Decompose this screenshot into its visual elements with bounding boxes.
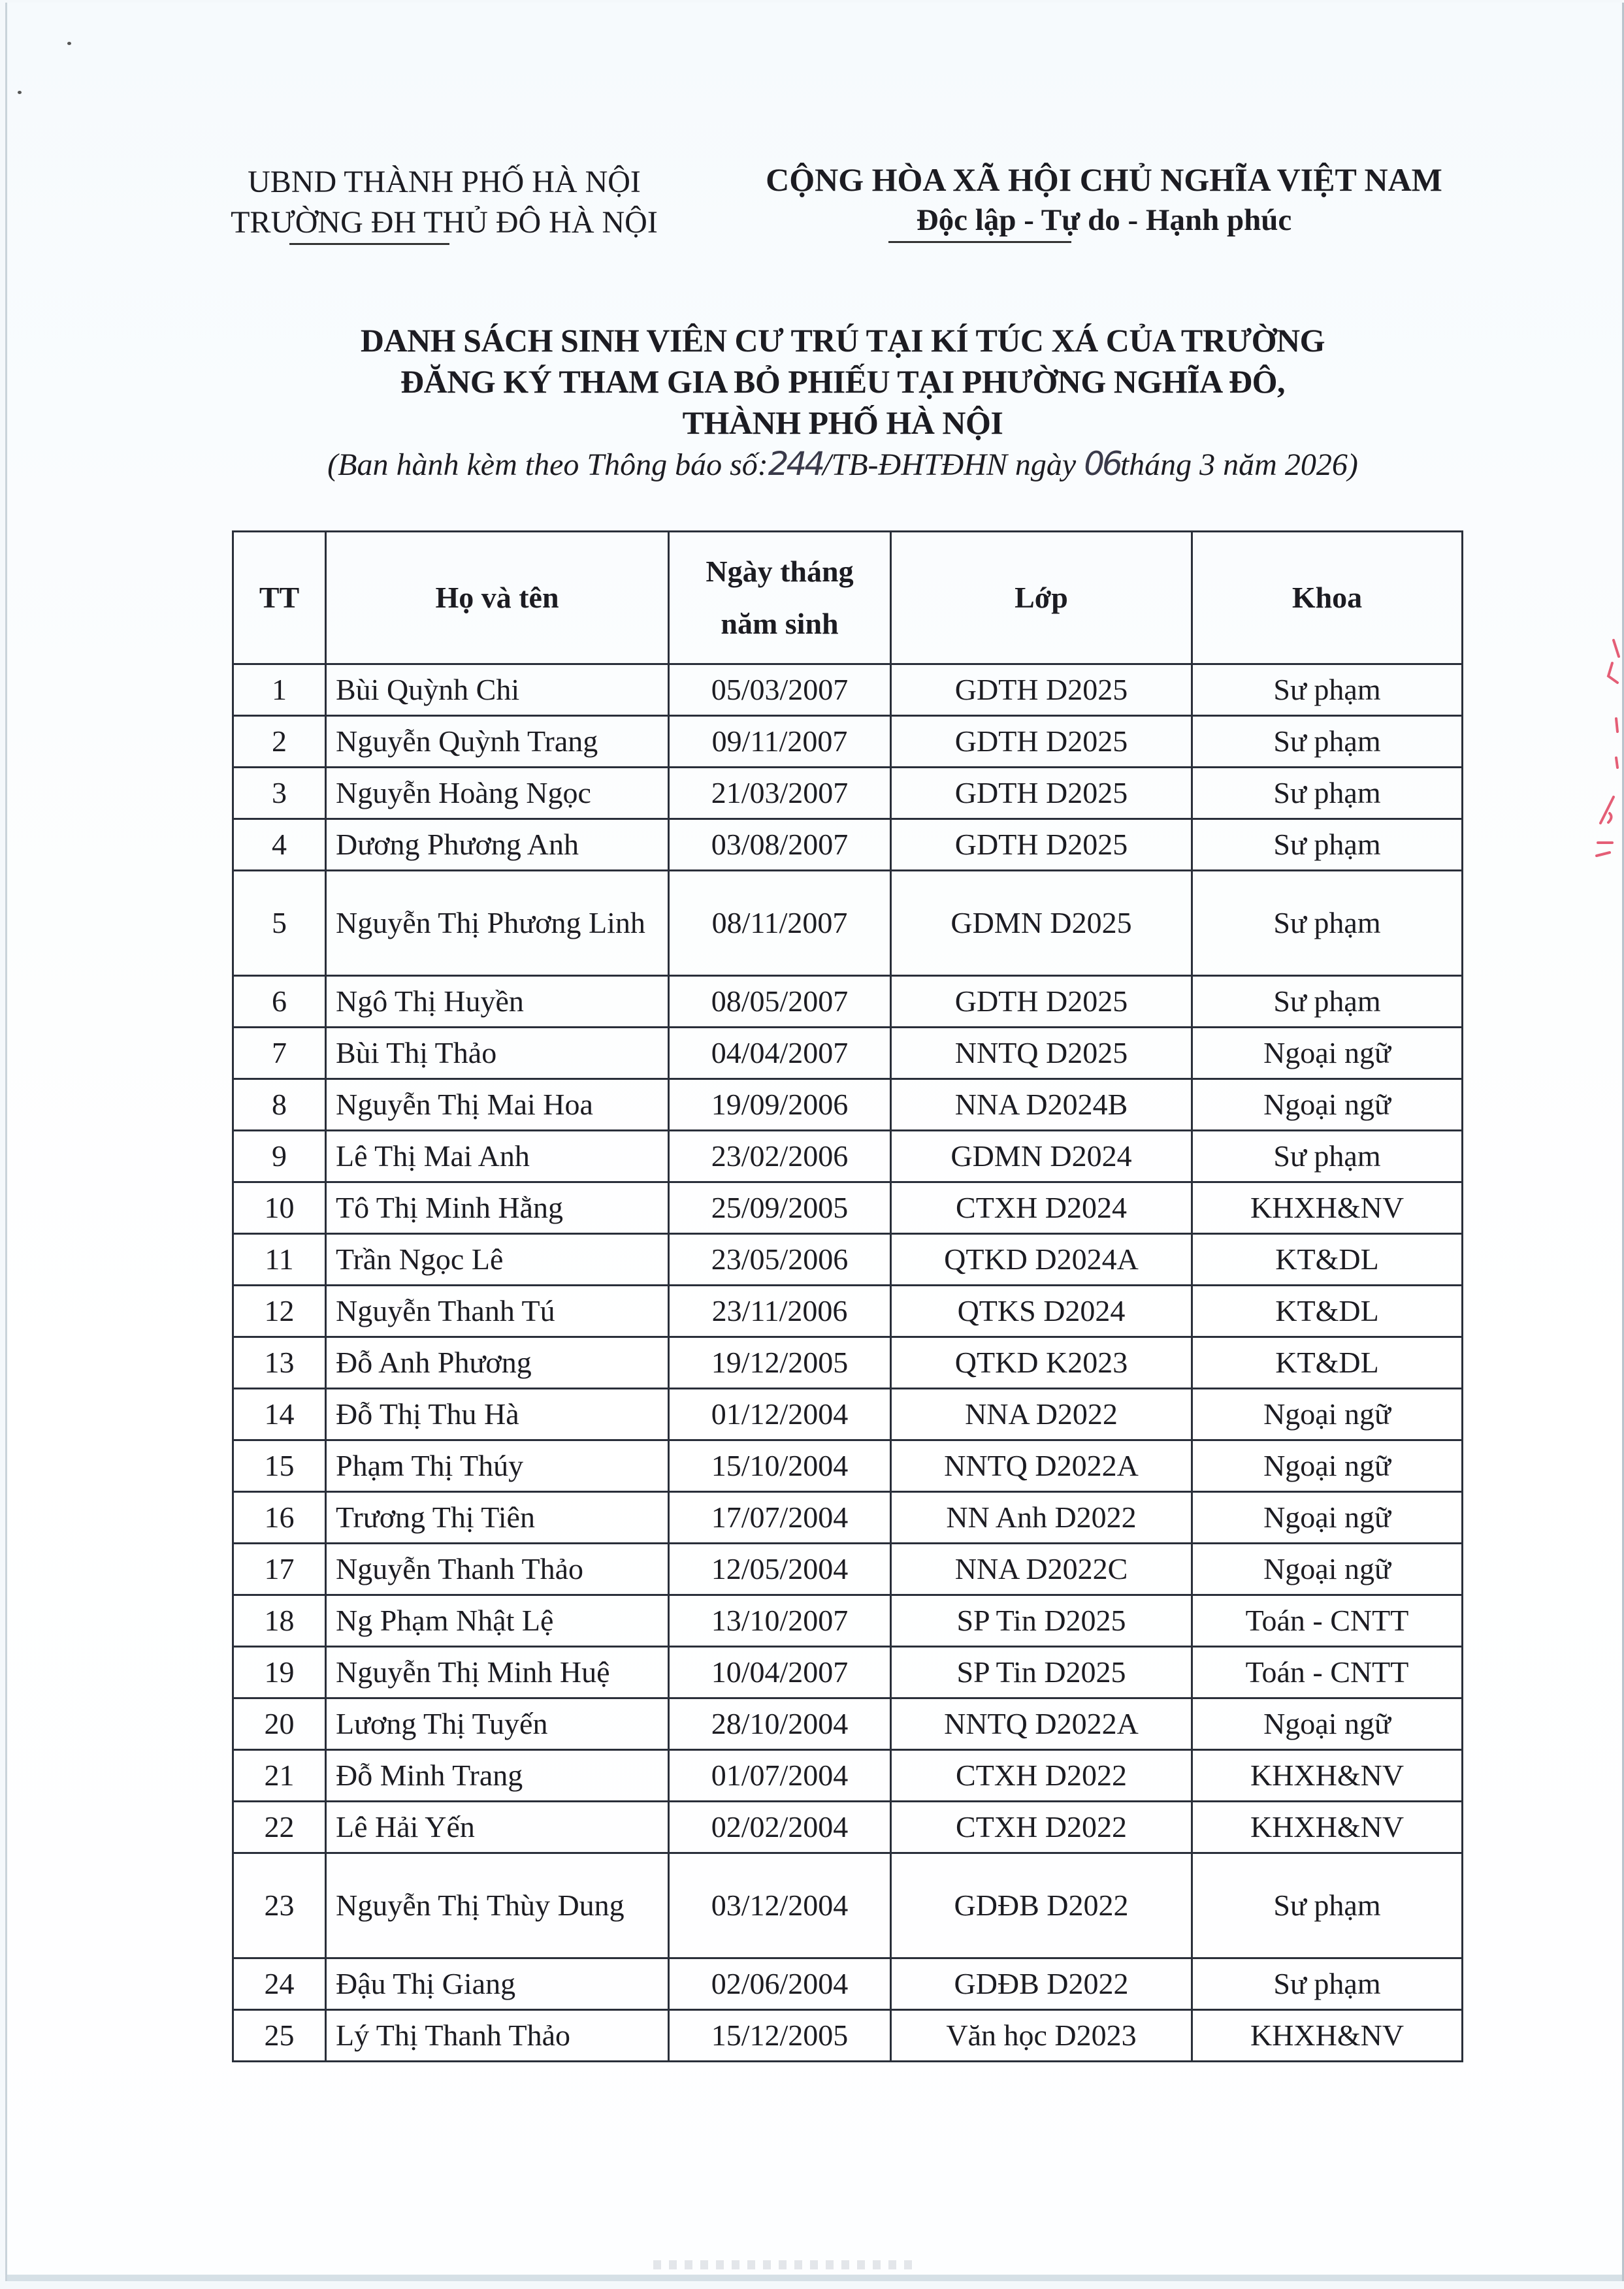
row-name: Bùi Quỳnh Chi bbox=[326, 664, 669, 716]
table-row bbox=[233, 2010, 1463, 2062]
row-name: Nguyễn Thanh Tú bbox=[326, 1286, 669, 1337]
table-row bbox=[233, 1028, 1463, 1079]
row-dob: 23/05/2006 bbox=[669, 1234, 891, 1286]
row-name: Nguyễn Thị Mai Hoa bbox=[326, 1079, 669, 1131]
handwritten-notice-number: 244 bbox=[768, 445, 823, 483]
row-class: NN Anh D2022 bbox=[891, 1492, 1192, 1544]
table-row bbox=[233, 1286, 1463, 1337]
row-dob: 12/05/2004 bbox=[669, 1544, 891, 1595]
row-class: SP Tin D2025 bbox=[891, 1595, 1192, 1647]
row-dob: 05/03/2007 bbox=[669, 664, 891, 716]
row-class: GDTH D2025 bbox=[891, 716, 1192, 768]
row-name: Nguyễn Thanh Thảo bbox=[326, 1544, 669, 1595]
row-class: QTKD K2023 bbox=[891, 1337, 1192, 1389]
row-class: NNA D2024B bbox=[891, 1079, 1192, 1131]
row-dob: 08/11/2007 bbox=[669, 871, 891, 976]
table-row bbox=[233, 768, 1463, 819]
row-class: CTXH D2022 bbox=[891, 1802, 1192, 1853]
row-class: CTXH D2022 bbox=[891, 1750, 1192, 1802]
table-row bbox=[233, 1234, 1463, 1286]
row-class: GDĐB D2022 bbox=[891, 1853, 1192, 1958]
row-dob: 19/12/2005 bbox=[669, 1337, 891, 1389]
table-row bbox=[233, 1131, 1463, 1182]
row-tt: 21 bbox=[233, 1750, 326, 1802]
col-header-faculty: Khoa bbox=[1192, 532, 1463, 664]
row-tt: 13 bbox=[233, 1337, 326, 1389]
row-tt: 2 bbox=[233, 716, 326, 768]
student-list-table bbox=[232, 530, 1463, 2062]
row-name: Trần Ngọc Lê bbox=[326, 1234, 669, 1286]
row-faculty: Ngoại ngữ bbox=[1192, 1079, 1463, 1131]
row-tt: 6 bbox=[233, 976, 326, 1028]
row-name: Ng Phạm Nhật Lệ bbox=[326, 1595, 669, 1647]
row-faculty: Sư phạm bbox=[1192, 1958, 1463, 2010]
row-faculty: KHXH&NV bbox=[1192, 2010, 1463, 2062]
row-tt: 8 bbox=[233, 1079, 326, 1131]
row-name: Bùi Thị Thảo bbox=[326, 1028, 669, 1079]
row-class: GDĐB D2022 bbox=[891, 1958, 1192, 2010]
row-dob: 23/11/2006 bbox=[669, 1286, 891, 1337]
row-tt: 12 bbox=[233, 1286, 326, 1337]
table-row bbox=[233, 1750, 1463, 1802]
row-tt: 3 bbox=[233, 768, 326, 819]
country-name: CỘNG HÒA XÃ HỘI CHỦ NGHĨA VIỆT NAM bbox=[766, 161, 1442, 198]
row-faculty: KT&DL bbox=[1192, 1286, 1463, 1337]
row-dob: 17/07/2004 bbox=[669, 1492, 891, 1544]
row-tt: 10 bbox=[233, 1182, 326, 1234]
row-dob: 21/03/2007 bbox=[669, 768, 891, 819]
red-margin-stamp-icon bbox=[1594, 627, 1621, 901]
row-name: Nguyễn Thị Thùy Dung bbox=[326, 1853, 669, 1958]
row-tt: 17 bbox=[233, 1544, 326, 1595]
row-name: Phạm Thị Thúy bbox=[326, 1440, 669, 1492]
row-tt: 18 bbox=[233, 1595, 326, 1647]
row-faculty: Ngoại ngữ bbox=[1192, 1389, 1463, 1440]
row-faculty: Ngoại ngữ bbox=[1192, 1440, 1463, 1492]
subtitle-prefix: (Ban hành kèm theo Thông báo số: bbox=[327, 447, 768, 482]
scan-speck bbox=[67, 42, 71, 45]
row-dob: 02/06/2004 bbox=[669, 1958, 891, 2010]
row-dob: 15/10/2004 bbox=[669, 1440, 891, 1492]
row-dob: 09/11/2007 bbox=[669, 716, 891, 768]
row-faculty: KHXH&NV bbox=[1192, 1182, 1463, 1234]
row-tt: 19 bbox=[233, 1647, 326, 1698]
row-faculty: Ngoại ngữ bbox=[1192, 1698, 1463, 1750]
row-name: Lý Thị Thanh Thảo bbox=[326, 2010, 669, 2062]
row-faculty: KHXH&NV bbox=[1192, 1802, 1463, 1853]
row-name: Dương Phương Anh bbox=[326, 819, 669, 871]
row-class: QTKD D2024A bbox=[891, 1234, 1192, 1286]
motto: Độc lập - Tự do - Hạnh phúc bbox=[916, 203, 1292, 237]
row-dob: 10/04/2007 bbox=[669, 1647, 891, 1698]
row-faculty: Sư phạm bbox=[1192, 664, 1463, 716]
col-header-dob: Ngày tháng năm sinh bbox=[669, 532, 891, 664]
document-title bbox=[170, 320, 1516, 444]
handwritten-day: 06 bbox=[1084, 445, 1120, 483]
row-class: GDTH D2025 bbox=[891, 664, 1192, 716]
row-tt: 22 bbox=[233, 1802, 326, 1853]
row-name: Đỗ Thị Thu Hà bbox=[326, 1389, 669, 1440]
motto-underline bbox=[888, 241, 1071, 243]
table-row bbox=[233, 664, 1463, 716]
document-subtitle bbox=[170, 444, 1516, 485]
row-name: Nguyễn Thị Minh Huệ bbox=[326, 1647, 669, 1698]
row-name: Đỗ Anh Phương bbox=[326, 1337, 669, 1389]
row-name: Nguyễn Thị Phương Linh bbox=[326, 871, 669, 976]
table-row bbox=[233, 1698, 1463, 1750]
row-faculty: KHXH&NV bbox=[1192, 1750, 1463, 1802]
row-name: Tô Thị Minh Hằng bbox=[326, 1182, 669, 1234]
table-row bbox=[233, 1595, 1463, 1647]
row-class: GDTH D2025 bbox=[891, 819, 1192, 871]
row-dob: 19/09/2006 bbox=[669, 1079, 891, 1131]
agency-header bbox=[216, 162, 673, 243]
table-row bbox=[233, 1182, 1463, 1234]
table-row bbox=[233, 1079, 1463, 1131]
row-name: Đậu Thị Giang bbox=[326, 1958, 669, 2010]
row-dob: 02/02/2004 bbox=[669, 1802, 891, 1853]
scan-speck bbox=[18, 91, 22, 94]
row-faculty: KT&DL bbox=[1192, 1337, 1463, 1389]
row-tt: 23 bbox=[233, 1853, 326, 1958]
row-dob: 03/12/2004 bbox=[669, 1853, 891, 1958]
row-tt: 5 bbox=[233, 871, 326, 976]
col-header-class: Lớp bbox=[891, 532, 1192, 664]
table-header-row bbox=[233, 532, 1463, 664]
row-tt: 25 bbox=[233, 2010, 326, 2062]
row-tt: 11 bbox=[233, 1234, 326, 1286]
row-dob: 03/08/2007 bbox=[669, 819, 891, 871]
row-dob: 04/04/2007 bbox=[669, 1028, 891, 1079]
row-faculty: Sư phạm bbox=[1192, 871, 1463, 976]
subtitle-mid: /TB-ĐHTĐHN ngày bbox=[822, 447, 1084, 482]
row-class: NNA D2022C bbox=[891, 1544, 1192, 1595]
row-tt: 7 bbox=[233, 1028, 326, 1079]
row-name: Trương Thị Tiên bbox=[326, 1492, 669, 1544]
table-row bbox=[233, 1958, 1463, 2010]
row-faculty: Ngoại ngữ bbox=[1192, 1492, 1463, 1544]
row-faculty: Toán - CNTT bbox=[1192, 1647, 1463, 1698]
row-dob: 25/09/2005 bbox=[669, 1182, 891, 1234]
table-row bbox=[233, 1544, 1463, 1595]
row-name: Đỗ Minh Trang bbox=[326, 1750, 669, 1802]
row-faculty: Sư phạm bbox=[1192, 1853, 1463, 1958]
row-name: Ngô Thị Huyền bbox=[326, 976, 669, 1028]
row-faculty: Toán - CNTT bbox=[1192, 1595, 1463, 1647]
table-row bbox=[233, 819, 1463, 871]
col-header-tt: TT bbox=[233, 532, 326, 664]
row-dob: 08/05/2007 bbox=[669, 976, 891, 1028]
row-tt: 16 bbox=[233, 1492, 326, 1544]
row-class: GDTH D2025 bbox=[891, 976, 1192, 1028]
table-row bbox=[233, 1647, 1463, 1698]
row-faculty: Ngoại ngữ bbox=[1192, 1028, 1463, 1079]
row-tt: 4 bbox=[233, 819, 326, 871]
national-motto-header bbox=[725, 159, 1483, 240]
row-class: QTKS D2024 bbox=[891, 1286, 1192, 1337]
row-tt: 14 bbox=[233, 1389, 326, 1440]
row-class: NNA D2022 bbox=[891, 1389, 1192, 1440]
table-row bbox=[233, 1389, 1463, 1440]
row-name: Nguyễn Quỳnh Trang bbox=[326, 716, 669, 768]
row-faculty: Sư phạm bbox=[1192, 716, 1463, 768]
institution-name: TRƯỜNG ĐH THỦ ĐÔ HÀ NỘI bbox=[231, 205, 658, 240]
subtitle-suffix: tháng 3 năm 2026) bbox=[1120, 447, 1358, 482]
row-name: Nguyễn Hoàng Ngọc bbox=[326, 768, 669, 819]
row-dob: 13/10/2007 bbox=[669, 1595, 891, 1647]
row-tt: 9 bbox=[233, 1131, 326, 1182]
row-faculty: Sư phạm bbox=[1192, 768, 1463, 819]
col-header-name: Họ và tên bbox=[326, 532, 669, 664]
title-line-3: THÀNH PHỐ HÀ NỘI bbox=[682, 404, 1003, 441]
row-tt: 24 bbox=[233, 1958, 326, 2010]
row-class: NNTQ D2022A bbox=[891, 1440, 1192, 1492]
title-line-2: ĐĂNG KÝ THAM GIA BỎ PHIẾU TẠI PHƯỜNG NGHĨA ĐÔ, bbox=[400, 363, 1285, 400]
title-line-1: DANH SÁCH SINH VIÊN CƯ TRÚ TẠI KÍ TÚC XÁ CỦA TRƯỜNG bbox=[360, 322, 1325, 359]
row-dob: 01/12/2004 bbox=[669, 1389, 891, 1440]
row-class: GDMN D2024 bbox=[891, 1131, 1192, 1182]
row-class: NNTQ D2025 bbox=[891, 1028, 1192, 1079]
row-faculty: Sư phạm bbox=[1192, 976, 1463, 1028]
row-class: Văn học D2023 bbox=[891, 2010, 1192, 2062]
header-underline bbox=[289, 243, 449, 245]
row-tt: 15 bbox=[233, 1440, 326, 1492]
table-row bbox=[233, 871, 1463, 976]
row-tt: 1 bbox=[233, 664, 326, 716]
row-class: CTXH D2024 bbox=[891, 1182, 1192, 1234]
table-row bbox=[233, 1492, 1463, 1544]
table-row bbox=[233, 716, 1463, 768]
parent-agency: UBND THÀNH PHỐ HÀ NỘI bbox=[248, 165, 641, 199]
row-faculty: Ngoại ngữ bbox=[1192, 1544, 1463, 1595]
table-row bbox=[233, 976, 1463, 1028]
row-name: Lương Thị Tuyến bbox=[326, 1698, 669, 1750]
row-name: Lê Thị Mai Anh bbox=[326, 1131, 669, 1182]
row-class: GDMN D2025 bbox=[891, 871, 1192, 976]
row-faculty: KT&DL bbox=[1192, 1234, 1463, 1286]
table-row bbox=[233, 1802, 1463, 1853]
row-tt: 20 bbox=[233, 1698, 326, 1750]
row-dob: 23/02/2006 bbox=[669, 1131, 891, 1182]
bleed-through-ghost-text bbox=[653, 2260, 915, 2269]
row-dob: 15/12/2005 bbox=[669, 2010, 891, 2062]
row-class: GDTH D2025 bbox=[891, 768, 1192, 819]
table-row bbox=[233, 1337, 1463, 1389]
table-row bbox=[233, 1853, 1463, 1958]
row-dob: 01/07/2004 bbox=[669, 1750, 891, 1802]
row-dob: 28/10/2004 bbox=[669, 1698, 891, 1750]
row-class: NNTQ D2022A bbox=[891, 1698, 1192, 1750]
row-name: Lê Hải Yến bbox=[326, 1802, 669, 1853]
row-faculty: Sư phạm bbox=[1192, 819, 1463, 871]
row-faculty: Sư phạm bbox=[1192, 1131, 1463, 1182]
row-class: SP Tin D2025 bbox=[891, 1647, 1192, 1698]
table-row bbox=[233, 1440, 1463, 1492]
